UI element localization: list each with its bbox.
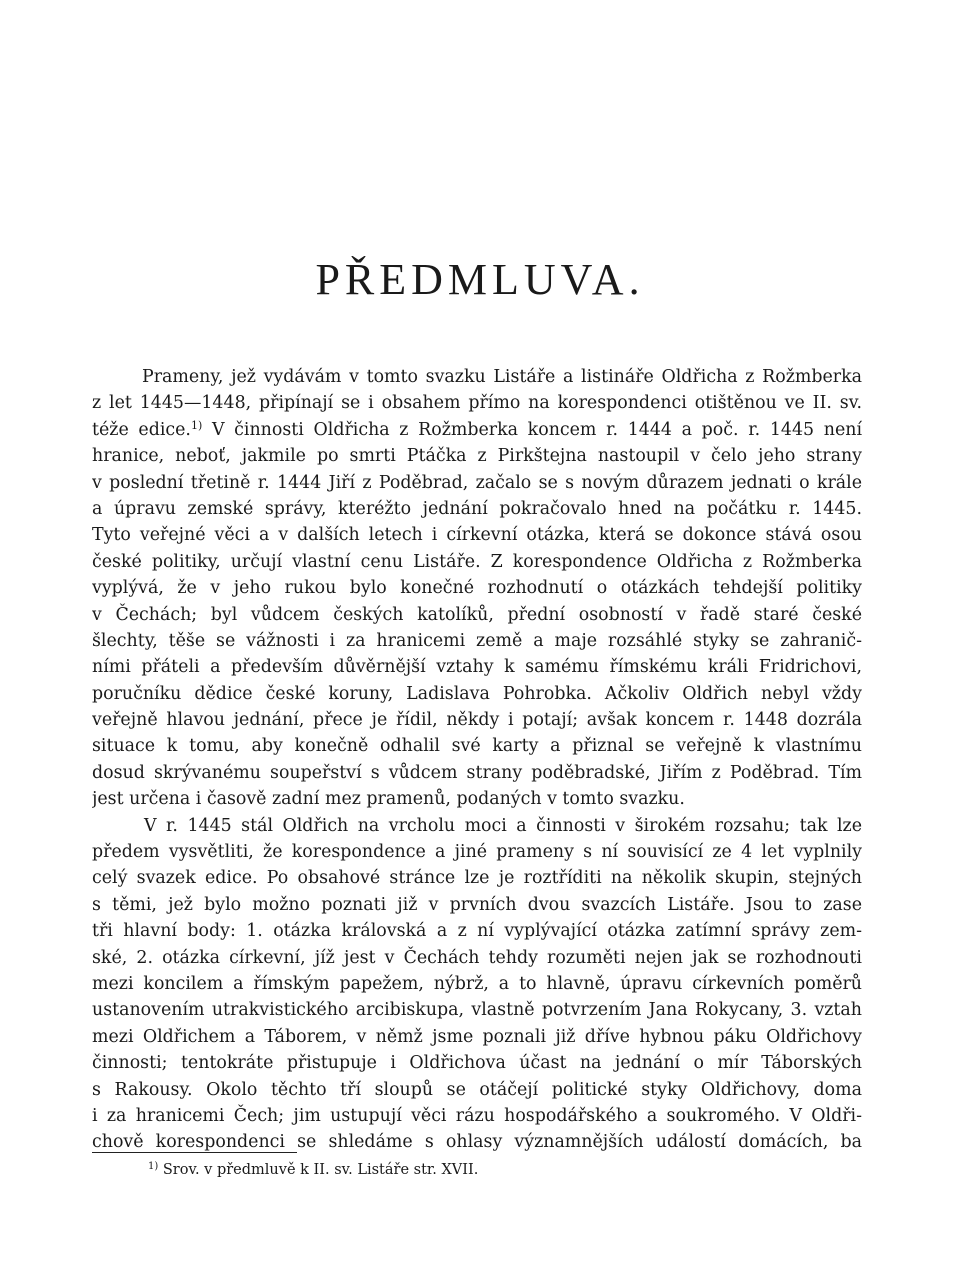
footnote-text: Srov. v předmluvě k II. sv. Listáře str. XVII. (158, 1162, 479, 1178)
text-line: i za hranicemi Čech; jim ustupují věci rázu hospodářského a soukromého. V Oldři- (92, 1105, 862, 1126)
text-line: situace k tomu, aby konečně odhalil své karty a přiznal se veřejně k vlastnímu (92, 736, 862, 757)
text-line: ské, 2. otázka církevní, jíž jest v Čechách tehdy rozuměti nejen jak se rozhodnouti (92, 947, 862, 968)
text-line: mezi koncilem a římským papežem, nýbrž, a to hlavně, úpravu církevních poměrů (92, 973, 862, 994)
text-line: s Rakousy. Okolo těchto tří sloupů se otáčejí politické styky Oldřichovy, doma (92, 1079, 862, 1100)
text-fragment: V činnosti Oldřicha z Rožmberka koncem r. 1444 a poč. r. 1445 není (202, 419, 862, 440)
text-line: poručníku dědice české koruny, Ladislava Pohrobka. Ačkoliv Oldřich nebyl vždy (92, 683, 862, 704)
text-line: s těmi, jež bylo možno poznati již v prvních dvou svazcích Listáře. Jsou to zase (92, 894, 862, 915)
footnote-reference: 1) (190, 418, 203, 432)
text-line: ustanovením utrakvistického arcibiskupa, vlastně potvrzením Jana Rokycany, 3. vztah (92, 1000, 862, 1021)
text-line: vyplývá, že v jeho rukou bylo konečné rozhodnutí o otázkách tehdejší politiky (92, 578, 862, 599)
text-line: mezi Oldřichem a Táborem, v němž jsme poznali již dříve hybnou páku Oldřichovy (92, 1026, 862, 1047)
text-line: z let 1445—1448, připínají se i obsahem přímo na korespondenci otištěnou ve II. sv. (92, 393, 862, 414)
text-line: celý svazek edice. Po obsahové stránce lze je roztříditi na několik skupin, stejných (92, 868, 862, 889)
text-line: chově korespondenci se shledáme s ohlasy významnějších událostí domácích, ba (92, 1132, 862, 1153)
text-line: Tyto veřejné věci a v dalších letech i církevní otázka, která se dokonce stává osou (92, 525, 862, 546)
text-line: veřejně hlavou jednání, přece je řídil, někdy i potají; avšak koncem r. 1448 dozrála (92, 710, 862, 731)
text-line: dosud skrývanému soupeřství s vůdcem strany poděbradské, Jiřím z Poděbrad. Tím (92, 762, 862, 783)
text-line: a úpravu zemské správy, kteréžto jednání pokračovalo hned na počátku r. 1445. (92, 498, 862, 519)
text-line: v Čechách; byl vůdcem českých katolíků, přední osobností v řadě staré české (92, 604, 862, 625)
text-line: šlechty, těše se vážnosti i za hranicemi země a maje rozsáhlé styky se zahranič- (92, 630, 862, 651)
text-line: Prameny, jež vydávám v tomto svazku Listáře a listináře Oldřicha z Rožmberka (142, 367, 862, 387)
text-line: předem vysvětliti, že korespondence a jiné prameny s ní souvisící ze 4 let vyplnily (92, 842, 862, 863)
text-fragment: téže edice. (92, 419, 191, 440)
text-line: ními přáteli a především důvěrnější vztahy k samému římskému králi Fridrichovi, (92, 657, 862, 678)
text-line: jest určena i časově zadní mez pramenů, podaných v tomto svazku. (92, 789, 685, 810)
text-line: české politiky, určují vlastní cenu Listáře. Z korespondence Oldřicha z Rožmberka (92, 551, 862, 572)
text-line: činnosti; tentokráte přistupuje i Oldřichova účast na jednání o mír Táborských (92, 1053, 862, 1074)
footnote-mark: 1) (148, 1161, 159, 1172)
body-text (92, 364, 862, 1156)
text-line: tři hlavní body: 1. otázka královská a z ní vyplývající otázka zatímní správy zem- (92, 921, 862, 942)
footnote (148, 1160, 478, 1180)
footnote-divider (92, 1152, 297, 1153)
text-line: hranice, neboť, jakmile po smrti Ptáčka z Pirkštejna nastoupil v čelo jeho strany (92, 446, 862, 467)
text-line (92, 417, 862, 443)
page-title: PŘEDMLUVA. (315, 255, 645, 304)
text-line: V r. 1445 stál Oldřich na vrcholu moci a činnosti v širokém rozsahu; tak lze (144, 815, 862, 836)
text-line: v poslední třetině r. 1444 Jiří z Poděbrad, začalo se s novým důrazem jednati o krále (92, 472, 862, 493)
